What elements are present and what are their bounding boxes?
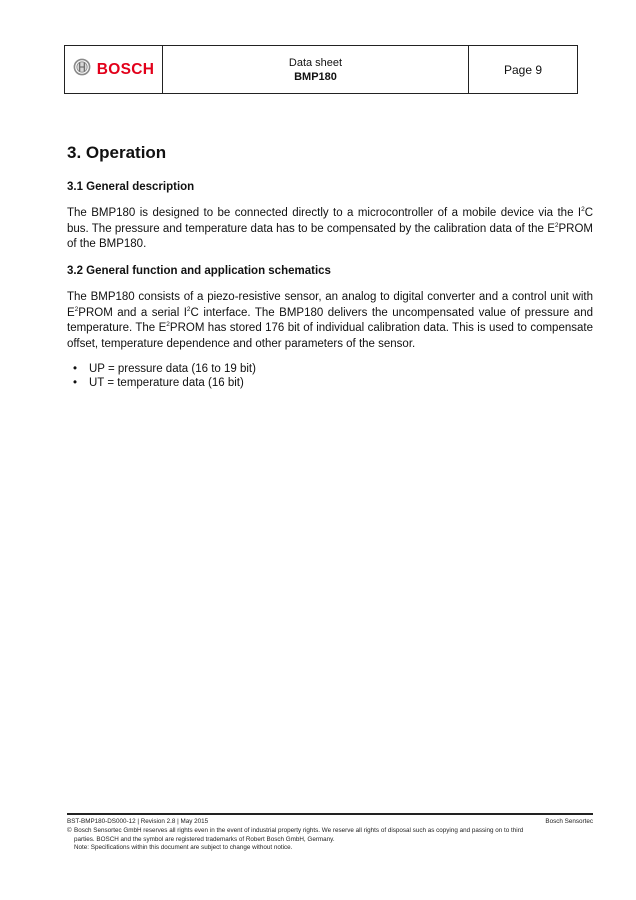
bullet-icon: • <box>73 376 78 389</box>
data-bullet-list <box>67 363 256 390</box>
text-run: PROM of the BMP180. <box>67 222 593 250</box>
superscript: 2 <box>554 221 559 229</box>
doc-type: Data sheet <box>288 56 343 69</box>
general-function-paragraph <box>67 290 593 352</box>
subsection-heading-3-1: 3.1 General description <box>67 181 195 193</box>
footer-note: Note: Specifications within this document are subject to change without notice. <box>74 844 293 851</box>
list-item-text: UP = pressure data (16 to 19 bit) <box>89 363 256 375</box>
text-run: The BMP180 consists of a piezo-resistive sensor, an analog to digital converter and a control unit with E <box>67 291 593 319</box>
section-heading: 3. Operation <box>67 143 167 162</box>
text-run: C interface. The BMP180 delivers the uncompensated value of pressure and temperature. The E <box>67 306 593 334</box>
company-name: Bosch Sensortec <box>545 818 593 825</box>
footer-divider <box>67 813 593 815</box>
superscript: 2 <box>74 305 79 313</box>
text-run: C bus. The pressure and temperature data has to be compensated by the calibration data of the E <box>67 207 593 235</box>
bosch-logo-text: BOSCH <box>96 60 155 78</box>
text-run: The BMP180 is designed to be connected directly to a microcontroller of a mobile device via the I <box>67 207 582 219</box>
page-footer <box>67 818 593 853</box>
copyright-text-line1: Bosch Sensortec GmbH reserves all rights even in the event of industrial property rights. We reserve all rights of disposal such as copying and passing on to third <box>74 827 524 834</box>
list-item <box>67 377 256 391</box>
superscript: 2 <box>166 321 170 328</box>
bosch-armature-icon <box>73 58 91 81</box>
product-name: BMP180 <box>294 70 337 83</box>
subsection-heading-3-2: 3.2 General function and application schematics <box>67 265 331 277</box>
page-header <box>64 45 578 94</box>
superscript: 2 <box>581 206 585 213</box>
text-run: PROM has stored 176 bit of individual calibration data. This is used to compensate offset, temperature dependence and other parameters of the sensor. <box>67 322 593 350</box>
text-run: PROM and a serial I <box>78 306 187 319</box>
superscript: 2 <box>186 305 191 313</box>
list-item <box>67 363 256 377</box>
bullet-icon: • <box>73 363 78 375</box>
copyright-text-line2: parties. BOSCH and the symbol are registered trademarks of Robert Bosch GmbH, Germany. <box>74 835 335 843</box>
header-title-cell <box>163 46 469 93</box>
general-description-paragraph <box>67 206 593 253</box>
list-item-text: UT = temperature data (16 bit) <box>89 376 244 389</box>
copyright-icon: © <box>67 827 72 834</box>
document-id: BST-BMP180-DS000-12 | Revision 2.8 | May 2015 <box>67 818 209 825</box>
header-logo-cell <box>65 46 163 93</box>
page-number: Page 9 <box>503 62 543 77</box>
header-page-cell <box>469 46 577 93</box>
